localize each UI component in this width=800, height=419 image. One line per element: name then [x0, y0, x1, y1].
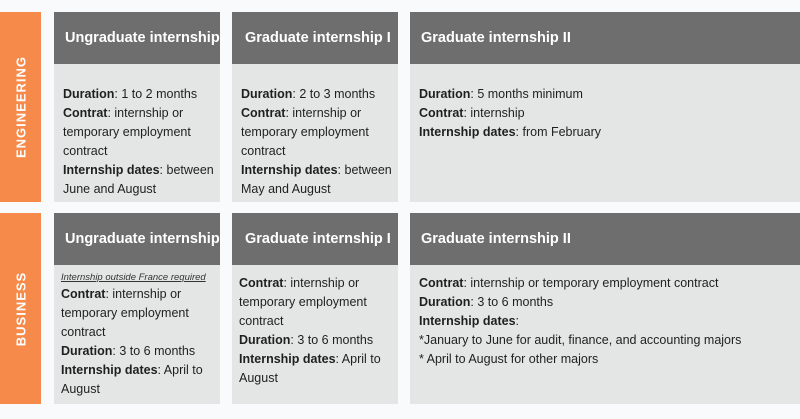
card-header: [410, 213, 800, 265]
duration-label: Duration: [239, 333, 291, 347]
dates-label: Internship dates: [61, 363, 158, 377]
engineering-side-label: [0, 12, 41, 202]
contrat-label: Contrat: [61, 287, 106, 301]
card-title: Ungraduate internship: [65, 231, 220, 247]
card-body: [61, 271, 214, 399]
contrat-label: Contrat: [63, 106, 108, 120]
contrat-value: : internship or temporary employment contract: [63, 106, 191, 158]
dates-label: Internship dates: [419, 314, 516, 328]
duration-label: Duration: [419, 295, 471, 309]
dates-line-audit: *January to June for audit, finance, and accounting majors: [419, 333, 742, 347]
business-label: BUSINESS: [13, 271, 28, 346]
card-title: Graduate internship I: [245, 30, 391, 46]
duration-value: : 3 to 6 months: [112, 344, 196, 358]
duration-label: Duration: [419, 87, 471, 101]
business-ungraduate-card: [54, 213, 220, 404]
engineering-label: ENGINEERING: [13, 55, 28, 159]
contrat-label: Contrat: [419, 276, 464, 290]
dates-value: :: [515, 314, 520, 328]
contrat-label: Contrat: [239, 276, 284, 290]
engineering-graduate-1-card: [232, 12, 398, 202]
business-side-label: [0, 213, 41, 404]
dates-label: Internship dates: [63, 163, 160, 177]
dates-line-other: * April to August for other majors: [419, 352, 599, 366]
contrat-value: : internship or temporary employment contract: [61, 287, 189, 339]
card-body: [239, 274, 392, 388]
duration-value: : 1 to 2 months: [114, 87, 198, 101]
business-graduate-1-card: [232, 213, 398, 404]
card-header: [232, 12, 398, 64]
contrat-label: Contrat: [241, 106, 286, 120]
dates-label: Internship dates: [241, 163, 338, 177]
contrat-value: : internship or temporary employment contract: [463, 276, 719, 290]
dates-value: : from February: [515, 125, 601, 139]
contrat-value: : internship or temporary employment contract: [241, 106, 369, 158]
card-body: [419, 274, 794, 369]
card-header: [410, 12, 800, 64]
dates-value: : April to August: [239, 352, 381, 385]
duration-value: : 3 to 6 months: [290, 333, 374, 347]
card-title: Graduate internship II: [421, 231, 571, 247]
dates-label: Internship dates: [239, 352, 336, 366]
card-header: [54, 12, 220, 64]
card-body: [63, 85, 214, 199]
dates-value: : between June and August: [63, 163, 214, 196]
engineering-ungraduate-card: [54, 12, 220, 202]
duration-value: : 2 to 3 months: [292, 87, 376, 101]
duration-label: Duration: [241, 87, 293, 101]
dates-label: Internship dates: [419, 125, 516, 139]
dates-value: : April to August: [61, 363, 203, 396]
card-header: [54, 213, 220, 265]
duration-value: : 3 to 6 months: [470, 295, 554, 309]
business-graduate-2-card: [410, 213, 800, 404]
requirement-note: Internship outside France required: [61, 272, 206, 283]
dates-value: : between May and August: [241, 163, 392, 196]
duration-label: Duration: [63, 87, 115, 101]
card-title: Graduate internship II: [421, 30, 571, 46]
duration-label: Duration: [61, 344, 113, 358]
card-title: Graduate internship I: [245, 231, 391, 247]
card-title: Ungraduate internship: [65, 30, 220, 46]
card-body: [241, 85, 392, 199]
contrat-value: : internship: [463, 106, 525, 120]
contrat-value: : internship or temporary employment contract: [239, 276, 367, 328]
engineering-graduate-2-card: [410, 12, 800, 202]
card-body: [419, 85, 794, 142]
card-header: [232, 213, 398, 265]
duration-value: : 5 months minimum: [470, 87, 583, 101]
contrat-label: Contrat: [419, 106, 464, 120]
